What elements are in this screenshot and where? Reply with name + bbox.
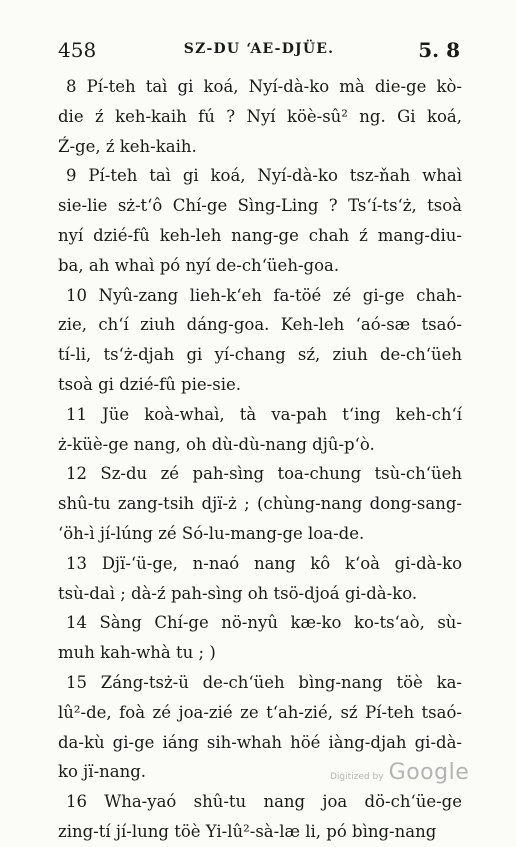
- text-line: 16 Wha-yaó shû-tu nang joa dö-ch‘üe-ge: [66, 792, 462, 812]
- page-number: 458: [58, 38, 97, 62]
- text-line: zie, ch‘í ziuh dáng-goa. Keh-leh ‘aó-sæ tsaó-: [58, 315, 462, 335]
- text-line: sie-lie sż-t‘ô Chí-ge Sìng-Ling ? Ts‘í-ts‘ż, tsoà: [58, 196, 462, 216]
- body-text: [58, 72, 462, 847]
- chapter-verse-reference: 5. 8: [418, 38, 460, 62]
- text-line: zing-tí jí-lung töè Yi-lû²-sà-læ li, pó bìng-nang: [58, 821, 437, 841]
- text-line: shû-tu zang-tsih djï-ż ; (chùng-nang dong-sang-: [58, 494, 462, 514]
- text-line: 10 Nyû-zang lieh-k‘eh fa-töé zé gi-ge chah-: [66, 285, 462, 305]
- text-line: ba, ah whaì pó nyí de-ch‘üeh-goa.: [58, 255, 340, 275]
- text-line: 8 Pí-teh taì gi koá, Nyí-dà-ko mà die-ge kò-: [66, 77, 462, 96]
- text-line: 11 Jüe koà-whaì, tà va-pah t‘ing keh-ch‘í: [66, 404, 462, 424]
- running-header: [58, 38, 460, 60]
- text-line: die ź keh-kaih fú ? Nyí köè-sû² ng. Gi koá,: [58, 106, 462, 126]
- text-line: ko jï-nang.: [58, 762, 147, 782]
- text-line: Ź-ge, ź keh-kaih.: [58, 136, 197, 156]
- text-line: ‘öh-ì jí-lúng zé Só-lu-mang-ge loa-de.: [58, 523, 365, 543]
- text-line: lû²-de, foà zé joa-zié ze t‘ah-zié, sź Pí-teh tsaó-: [58, 702, 462, 722]
- text-line: 9 Pí-teh taì gi koá, Nyí-dà-ko tsz-ňah whaì: [66, 166, 462, 186]
- text-line: 12 Sz-du zé pah-sìng toa-chung tsù-ch‘üeh: [66, 464, 462, 484]
- google-logo-text: Google: [388, 760, 470, 785]
- text-line: nyí dzié-fû keh-leh nang-ge chah ź mang-diu-: [58, 225, 462, 245]
- running-title: SZ-DU ‘AE-DJÜE.: [183, 41, 335, 57]
- text-line: 15 Záng-tsż-ü de-ch‘üeh bìng-nang töè ka-: [66, 672, 462, 692]
- watermark-prefix: Digitized by: [330, 772, 384, 782]
- text-line: ż-küè-ge nang, oh dù-dù-nang djû-p‘ò.: [58, 434, 375, 454]
- text-line: tsoà gi dzié-fû pie-sie.: [58, 374, 241, 394]
- text-line: 13 Djï-‘ü-ge, n-naó nang kô k‘oà gi-dà-ko: [66, 553, 462, 573]
- text-line: tí-li, ts‘ż-djah gi yí-chang sź, ziuh de-ch‘üeh: [58, 345, 462, 365]
- text-line: 14 Sàng Chí-ge nö-nyû kæ-ko ko-ts‘aò, sù-: [66, 613, 462, 633]
- digitized-by-google-watermark: [330, 760, 469, 785]
- text-line: da-kù gi-ge iáng sih-whah höé iàng-djah gi-dà-: [58, 732, 462, 752]
- text-line: muh kah-whà tu ; ): [58, 643, 216, 663]
- text-line: tsù-daì ; dà-ź pah-sìng oh tsö-djoá gi-dà-ko.: [58, 583, 418, 603]
